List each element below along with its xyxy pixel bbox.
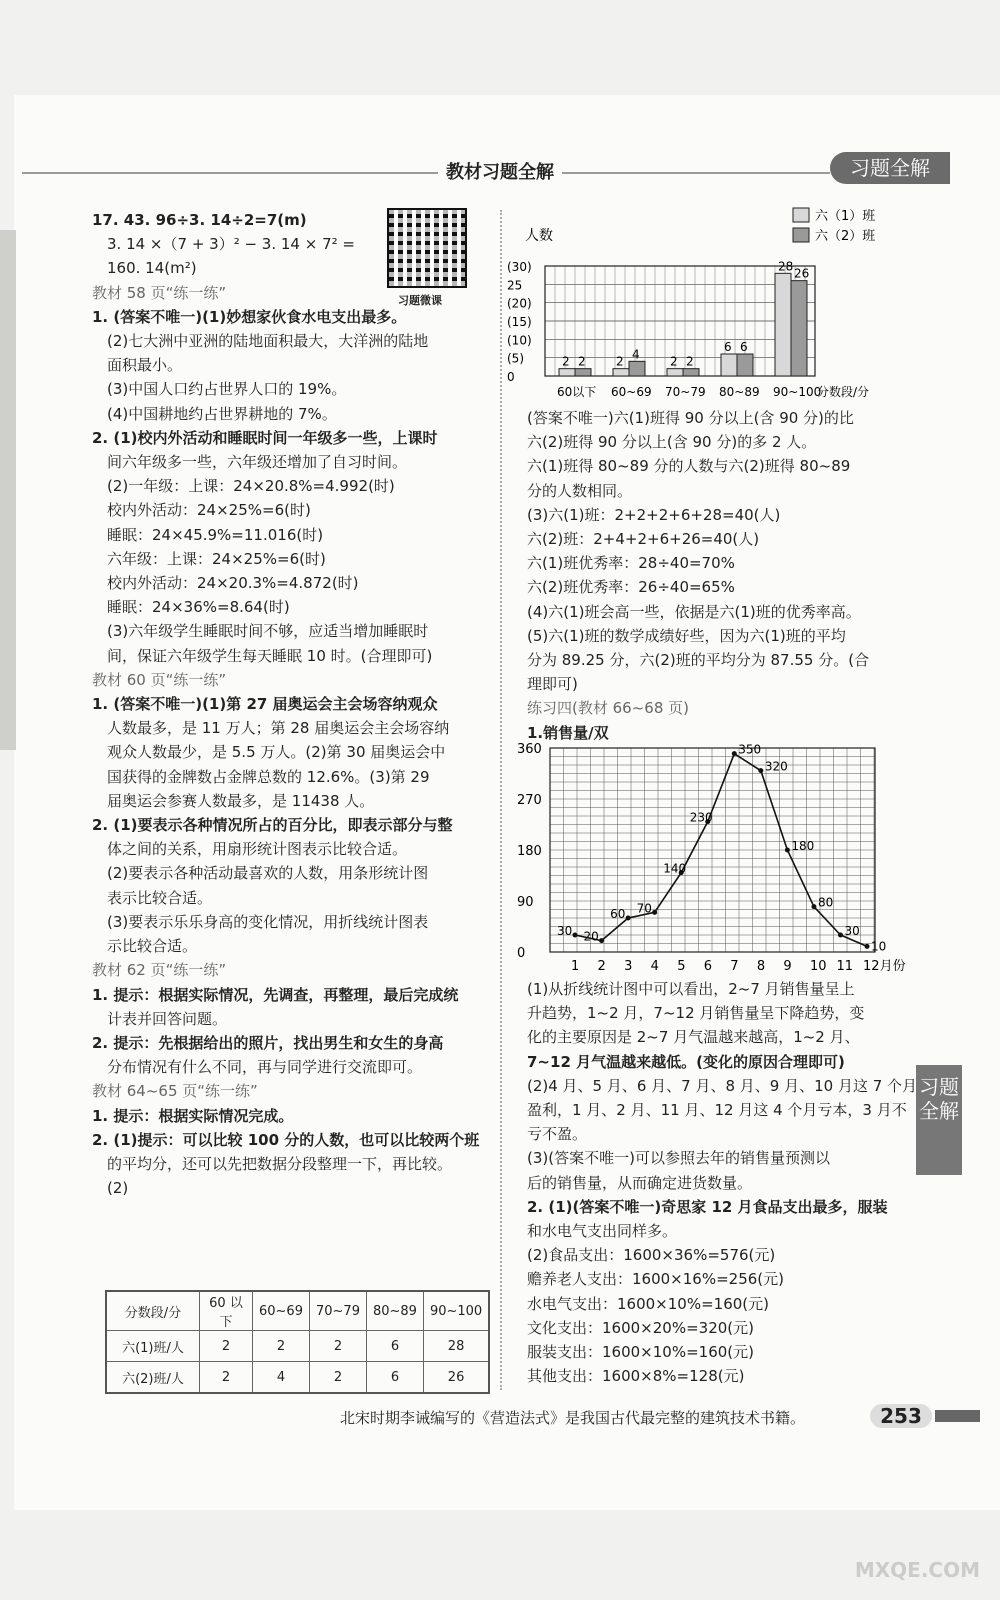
- text-line: 睡眠：24×36%=8.64(时): [92, 598, 290, 617]
- table-cell: 2: [309, 1331, 366, 1362]
- bar-chart: [505, 196, 915, 406]
- section-heading: 教材 58 页“练一练”: [92, 283, 227, 302]
- text-line: 睡眠：24×45.9%=11.016(时): [92, 525, 324, 544]
- section-heading: 练习四(教材 66~68 页): [527, 699, 689, 718]
- text-line: (2)食品支出：1600×36%=576(元): [527, 1246, 776, 1265]
- text-line: 1.销售量/双: [527, 723, 609, 742]
- data-label: 2: [616, 354, 624, 369]
- bar: [791, 281, 807, 376]
- text-line: (2)要表示各种活动最喜欢的人数，用条形统计图: [92, 864, 429, 883]
- text-line: 理即可): [527, 675, 578, 694]
- text-line: 化的主要原因是 2~7 月气温越来越高，1~2 月、: [527, 1028, 860, 1047]
- text-line: 六(2)班：2+4+2+6+26=40(人): [527, 530, 760, 549]
- text-line: (3)六(1)班：2+2+2+6+28=40(人): [527, 505, 781, 524]
- data-label: 80: [817, 895, 834, 910]
- text-line: 17. 43. 96÷3. 14÷2=7(m): [92, 211, 307, 229]
- footer-text: 北宋时期李诫编写的《营造法式》是我国古代最完整的建筑技术书籍。: [340, 1409, 806, 1427]
- data-label: 30: [557, 924, 573, 938]
- table-cell: 60 以下: [200, 1291, 253, 1331]
- data-label: 30: [844, 924, 860, 938]
- y-tick-label: (30): [507, 260, 532, 274]
- table-row: [106, 1331, 489, 1362]
- table-cell: 2: [200, 1362, 253, 1394]
- text-line: 六年级：上课：24×25%=6(时): [92, 549, 326, 568]
- text-line: 分为 89.25 分，六(2)班的平均分为 87.55 分。(合: [527, 651, 870, 670]
- x-tick-label: 6: [703, 959, 713, 974]
- text-line: 和水电气支出同样多。: [527, 1222, 678, 1241]
- bar: [613, 369, 629, 376]
- data-label: 70: [636, 901, 652, 916]
- text-line: (4)中国耕地约占世界耕地的 7%。: [92, 404, 337, 423]
- text-line: 3. 14 ×（7 + 3）² − 3. 14 × 7² =: [92, 235, 355, 254]
- watermark: MXQE.COM: [854, 1558, 980, 1582]
- y-tick-label: (10): [507, 333, 532, 348]
- table-cell: 分数段/分: [106, 1291, 200, 1331]
- x-tick-label: 9: [783, 959, 792, 974]
- text-line: 2. 提示：先根据给出的照片，找出男生和女生的身高: [92, 1033, 444, 1052]
- legend-swatch: [793, 208, 809, 222]
- text-line: 六(1)班优秀率：28÷40=70%: [527, 554, 735, 573]
- text-line: 2. (1)提示：可以比较 100 分的人数，也可以比较两个班: [92, 1130, 480, 1149]
- text-line: 人数最多，是 11 万人；第 28 届奥运会主会场容纳: [92, 719, 450, 738]
- data-point: [865, 944, 870, 949]
- text-line: 校内外活动：24×25%=6(时): [92, 501, 311, 520]
- x-tick-label: 90~100: [773, 385, 822, 399]
- text-line: 间，保证六年级学生每天睡眠 10 时。(合理即可): [92, 646, 433, 665]
- legend-label: 六（2）班: [815, 229, 876, 244]
- x-tick-label: 70~79: [665, 385, 706, 399]
- x-tick-label: 8: [756, 959, 766, 974]
- table-cell: 70~79: [309, 1291, 366, 1331]
- data-point: [758, 768, 763, 773]
- text-line: 盈利，1 月、2 月、11 月、12 月这 4 个月亏本，3 月不: [527, 1101, 907, 1120]
- side-tab: 习题全解: [916, 1065, 962, 1175]
- data-label: 10: [871, 939, 887, 954]
- x-tick-label: 60~69: [611, 385, 652, 399]
- text-line: 亏不盈。: [527, 1125, 588, 1144]
- x-tick-label: 3: [624, 959, 633, 974]
- text-line: 体之间的关系，用扇形统计图表示比较合适。: [92, 840, 408, 859]
- bar: [629, 361, 645, 376]
- data-label: 4: [632, 347, 640, 362]
- text-line: (2)4 月、5 月、6 月、7 月、8 月、9 月、10 月这 7 个月: [527, 1076, 918, 1095]
- data-label: 6: [740, 340, 748, 354]
- table-cell: 2: [253, 1331, 310, 1362]
- text-line: (2)一年级：上课：24×20.8%=4.992(时): [92, 477, 395, 496]
- data-point: [573, 933, 578, 938]
- text-line: 1. 提示：根据实际情况，先调查，再整理，最后完成统: [92, 985, 459, 1004]
- text-line: 届奥运会参赛人数最多，是 11438 人。: [92, 791, 375, 810]
- y-tick-label: 360: [517, 742, 542, 757]
- data-point: [838, 933, 843, 938]
- bar: [575, 369, 591, 376]
- text-line: 服装支出：1600×10%=160(元): [527, 1343, 754, 1362]
- text-line: (答案不唯一)六(1)班得 90 分以上(含 90 分)的比: [527, 409, 854, 427]
- data-point: [652, 910, 657, 915]
- table-cell: 六(2)班/人: [106, 1362, 200, 1394]
- section-heading: 教材 62 页“练一练”: [92, 961, 227, 980]
- data-label: 320: [764, 759, 788, 774]
- table-cell: 80~89: [366, 1291, 423, 1331]
- text-line: 间六年级多一些，六年级还增加了自习时间。: [92, 453, 408, 472]
- data-label: 20: [583, 929, 599, 944]
- data-label: 28: [778, 259, 794, 274]
- table-cell: 28: [423, 1331, 489, 1362]
- text-line: 示比较合适。: [92, 937, 198, 956]
- text-line: 分的人数相同。: [527, 481, 633, 500]
- text-line: (4)六(1)班会高一些，依据是六(1)班的优秀率高。: [527, 602, 861, 621]
- legend-label: 六（1）班: [815, 209, 876, 224]
- y-tick-label: 180: [517, 844, 542, 859]
- bar: [683, 369, 699, 376]
- x-tick-label: 2: [597, 959, 606, 974]
- table-row: [106, 1362, 489, 1394]
- text-line: 1. (答案不唯一)(1)第 27 届奥运会主会场容纳观众: [92, 695, 438, 714]
- text-line: 六(1)班得 80~89 分的人数与六(2)班得 80~89: [527, 457, 851, 476]
- table-cell: 6: [366, 1331, 423, 1362]
- x-tick-label: 80~89: [719, 385, 760, 399]
- text-line: 计表并回答问题。: [92, 1009, 228, 1028]
- text-line: 升趋势，1~2 月，7~12 月销售量呈下降趋势，变: [527, 1004, 865, 1023]
- data-point: [785, 848, 790, 853]
- x-tick-label: 12月份: [863, 959, 906, 974]
- line-chart: [505, 736, 925, 976]
- text-line: 的平均分，还可以先把数据分段整理一下，再比较。: [92, 1154, 453, 1173]
- data-label: 180: [791, 839, 815, 853]
- text-line: 面积最小。: [92, 356, 183, 375]
- data-point: [811, 904, 816, 909]
- text-line: 2. (1)(答案不唯一)奇思家 12 月食品支出最多，服装: [527, 1197, 888, 1216]
- data-label: 26: [794, 266, 810, 281]
- data-point: [732, 751, 737, 756]
- x-tick-label: 7: [730, 959, 739, 974]
- y-tick-label: 90: [517, 895, 534, 910]
- text-line: (5)六(1)班的数学成绩好些，因为六(1)班的平均: [527, 626, 846, 645]
- table-cell: 90~100: [423, 1291, 489, 1331]
- data-point: [626, 916, 631, 921]
- x-tick-label: 10: [809, 959, 827, 974]
- data-label: 6: [724, 340, 732, 354]
- text-line: (2): [92, 1179, 129, 1198]
- text-line: 表示比较合适。: [92, 888, 213, 907]
- data-label: 2: [578, 354, 586, 369]
- right-column-lower: [527, 977, 925, 1388]
- table-cell: 六(1)班/人: [106, 1331, 200, 1362]
- text-line: 校内外活动：24×20.3%=4.872(时): [92, 574, 359, 593]
- text-line: 7~12 月气温越来越低。(变化的原因合理即可): [527, 1052, 845, 1071]
- table-header-row: [106, 1291, 489, 1331]
- text-line: 六(2)班得 90 分以上(含 90 分)的多 2 人。: [527, 433, 817, 452]
- bar: [737, 354, 753, 376]
- bar: [775, 273, 791, 376]
- y-tick-label: (15): [507, 315, 532, 329]
- text-line: 六(2)班优秀率：26÷40=65%: [527, 578, 735, 597]
- data-label: 2: [670, 354, 678, 369]
- text-line: 其他支出：1600×8%=128(元): [527, 1367, 745, 1386]
- text-line: (1)从折线统计图中可以看出，2~7 月销售量呈上: [527, 980, 855, 998]
- y-tick-label: 0: [517, 946, 526, 961]
- x-tick-label: 60以下: [557, 385, 597, 399]
- table-cell: 26: [423, 1362, 489, 1394]
- x-axis-label: 分数段/分: [817, 385, 870, 399]
- x-tick-label: 4: [650, 959, 659, 974]
- table-cell: 60~69: [253, 1291, 310, 1331]
- text-line: 文化支出：1600×20%=320(元): [527, 1318, 754, 1337]
- text-line: (3)中国人口约占世界人口的 19%。: [92, 380, 347, 399]
- section-heading: 教材 64~65 页“练一练”: [92, 1082, 258, 1101]
- text-line: (3)要表示乐乐身高的变化情况，用折线统计图表: [92, 912, 429, 931]
- data-label: 230: [689, 810, 713, 825]
- text-line: 160. 14(m²): [92, 259, 197, 278]
- data-label: 60: [610, 907, 626, 921]
- y-axis-label: 人数: [525, 228, 553, 244]
- header-badge: 习题全解: [830, 152, 950, 184]
- data-label: 140: [663, 861, 687, 876]
- x-tick-label: 1: [571, 959, 580, 974]
- text-line: 水电气支出：1600×10%=160(元): [527, 1294, 769, 1313]
- y-tick-label: 270: [517, 793, 542, 808]
- data-label: 2: [686, 354, 694, 369]
- qr-label: 习题微课: [398, 294, 442, 307]
- page-number: 253: [870, 1404, 932, 1428]
- header-rule: [22, 172, 830, 174]
- y-tick-label: 25: [507, 278, 523, 293]
- table-cell: 6: [366, 1362, 423, 1394]
- bar: [667, 369, 683, 376]
- text-line: 2. (1)要表示各种情况所占的百分比，即表示部分与整: [92, 816, 453, 835]
- table-cell: 2: [200, 1331, 253, 1362]
- table-cell: 4: [253, 1362, 310, 1394]
- text-line: 2. (1)校内外活动和睡眠时间一年级多一些，上课时: [92, 428, 438, 447]
- text-line: (2)七大洲中亚洲的陆地面积最大，大洋洲的陆地: [92, 332, 429, 351]
- text-line: 1. 提示：根据实际情况完成。: [92, 1106, 294, 1125]
- y-tick-label: (5): [507, 351, 524, 366]
- text-line: 1. (答案不唯一)(1)妙想家伙食水电支出最多。: [92, 307, 407, 326]
- table-cell: 2: [309, 1362, 366, 1394]
- text-line: (3)(答案不唯一)可以参照去年的销售量预测以: [527, 1149, 830, 1168]
- bar: [721, 354, 737, 376]
- text-line: 后的销售量，从而确定进货数量。: [527, 1173, 753, 1192]
- right-column-upper: [527, 406, 925, 745]
- left-column: [92, 208, 492, 1200]
- data-label: 2: [562, 354, 570, 369]
- x-tick-label: 11: [836, 959, 854, 974]
- text-line: 分布情况有什么不同，再与同学进行交流即可。: [92, 1058, 423, 1077]
- section-heading: 教材 60 页“练一练”: [92, 670, 227, 689]
- data-label: 350: [738, 742, 762, 757]
- bar: [559, 369, 575, 376]
- torn-edge: [0, 230, 16, 750]
- y-tick-label: (20): [507, 296, 532, 311]
- data-point: [599, 938, 604, 943]
- text-line: 观众人数最少，是 5.5 万人。(2)第 30 届奥运会中: [92, 743, 446, 762]
- score-table: [105, 1290, 490, 1394]
- text-line: 国获得的金牌数占金牌总数的 12.6%。(3)第 29: [92, 767, 430, 786]
- x-tick-label: 5: [677, 959, 686, 974]
- column-divider: [500, 210, 502, 1390]
- page-bar: [935, 1410, 980, 1422]
- header-title: 教材习题全解: [438, 158, 562, 184]
- text-line: 赡养老人支出：1600×16%=256(元): [527, 1270, 784, 1289]
- legend-swatch: [793, 228, 809, 242]
- text-line: (3)六年级学生睡眠时间不够，应适当增加睡眠时: [92, 622, 429, 641]
- y-tick-label: 0: [507, 370, 515, 384]
